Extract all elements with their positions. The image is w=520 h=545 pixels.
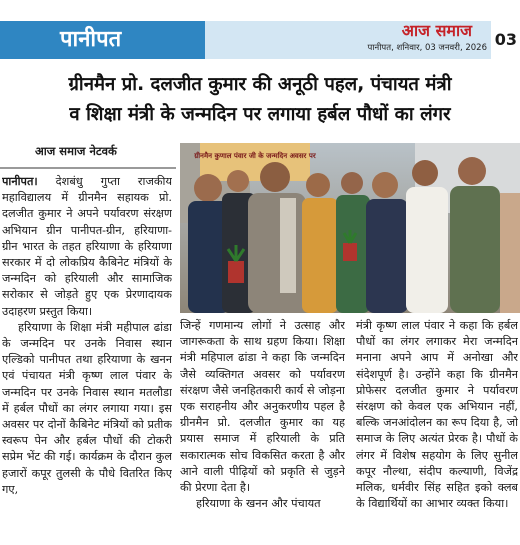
headline-line-1: ग्रीनमैन प्रो. दलजीत कुमार की अनूठी पहल, पंचायत मंत्री xyxy=(68,74,452,95)
article-column-1 xyxy=(2,173,172,545)
paragraph: मंत्री कृष्ण लाल पंवार ने कहा कि हर्बल पौधों का लंगर लगाकर मेरा जन्मदिन मनाना अपने आप में अनोखा और संदेशपूर्ण है। उन्होंने कहा कि ग्रीनमैन प्रोफेसर दलजीत कुमार ने पर्यावरण संरक्षण को केवल एक अभियान नहीं, बल्कि जनआंदोलन का रूप दिया है, जो समाज के लिए अत्यंत प्रेरक है। पौधों के लंगर में विशेष सहयोग के लिए सुनील कपूर नौल्था, संदीप कल्याणी, विजेंद्र मलिक, धर्मवीर सिंह सहित इको क्लब के विद्यार्थियों का आभार व्यक्त किया। xyxy=(356,319,518,511)
paragraph-text: देशबंधु गुप्ता राजकीय महाविद्यालय में ग्रीनमैन सहायक प्रो. दलजीत कुमार ने अपने पर्यावरण संरक्षण अभियान ग्रीन पानीपत-ग्रीन, हरियाणा- ग्रीन भारत के तहत हरियाणा के हरियाणा सरकार में दो लोकप्रिय कैबिनेट मंत्रियों के जन्मदिन को हरियाली और सामाजिक सरोकार से जोड़ते हुए एक प्रेरणादायक उदाहरण प्रस्तुत किया। xyxy=(2,175,172,318)
paragraph: जिन्हें गणमान्य लोगों ने उत्साह और जागरूकता के साथ ग्रहण किया। शिक्षा मंत्री महिपाल ढांडा ने कहा कि जन्मदिन जैसे व्यक्तिगत अवसर को पर्यावरण संरक्षण जैसे जनहितकारी कार्य से जोड़ना एक सराहनीय और अनुकरणीय पहल है ग्रीनमैन प्रो. दलजीत कुमार का यह प्रयास समाज में हरियाली के प्रति सकारात्मक सोच विकसित करता है और आने वाली पीढ़ियों को प्रकृति से जुड़ने की प्रेरणा देता है। xyxy=(180,319,345,495)
page-header xyxy=(0,0,520,62)
byline: आज समाज नेटवर्क xyxy=(35,144,117,158)
headline-line-2: व शिक्षा मंत्री के जन्मदिन पर लगाया हर्बल पौधों का लंगर xyxy=(69,104,451,125)
issue-dateline: पानीपत, शनिवार, 03 जनवरी, 2026 xyxy=(367,43,487,53)
byline-divider xyxy=(0,167,176,169)
page-number: 03 xyxy=(494,30,517,49)
article-column-2 xyxy=(180,318,345,545)
article-headline xyxy=(0,70,520,130)
paragraph: हरियाणा के खनन और पंचायत xyxy=(196,497,321,511)
banner xyxy=(200,143,310,181)
news-photo xyxy=(180,143,520,313)
article-dateline: पानीपत। xyxy=(2,174,38,188)
article-column-3 xyxy=(356,318,518,545)
banner-text: ग्रीनमैन कुणाल पंवार जी के जन्मदिन अवसर पर xyxy=(194,152,316,160)
section-tab xyxy=(0,21,205,59)
group-photo-illustration xyxy=(180,143,520,313)
paragraph: हरियाणा के शिक्षा मंत्री महीपाल ढांडा के जन्मदिन पर उनके निवास स्थान एल्डिको पानीपत तथा हरियाणा के खनन एवं पंचायत मंत्री कृष्ण लाल पंवार के जन्मदिन पर उनके निवास स्थान मतलौडा में हर्बल पौधों का लंगर लगाया गया। इस अवसर पर दोनों कैबिनेट मंत्रियों को प्रतीक स्वरूप पेन और हर्बल पौधों की टोकरी सप्रेम भेंट की गई। कार्यक्रम के दौरान कुल हजारों कपूर तुलसी के पौधे वितरित किए गए, xyxy=(2,320,172,496)
section-title: पानीपत xyxy=(60,27,122,52)
newspaper-masthead: आज समाज xyxy=(401,21,472,40)
paragraph xyxy=(2,173,172,320)
